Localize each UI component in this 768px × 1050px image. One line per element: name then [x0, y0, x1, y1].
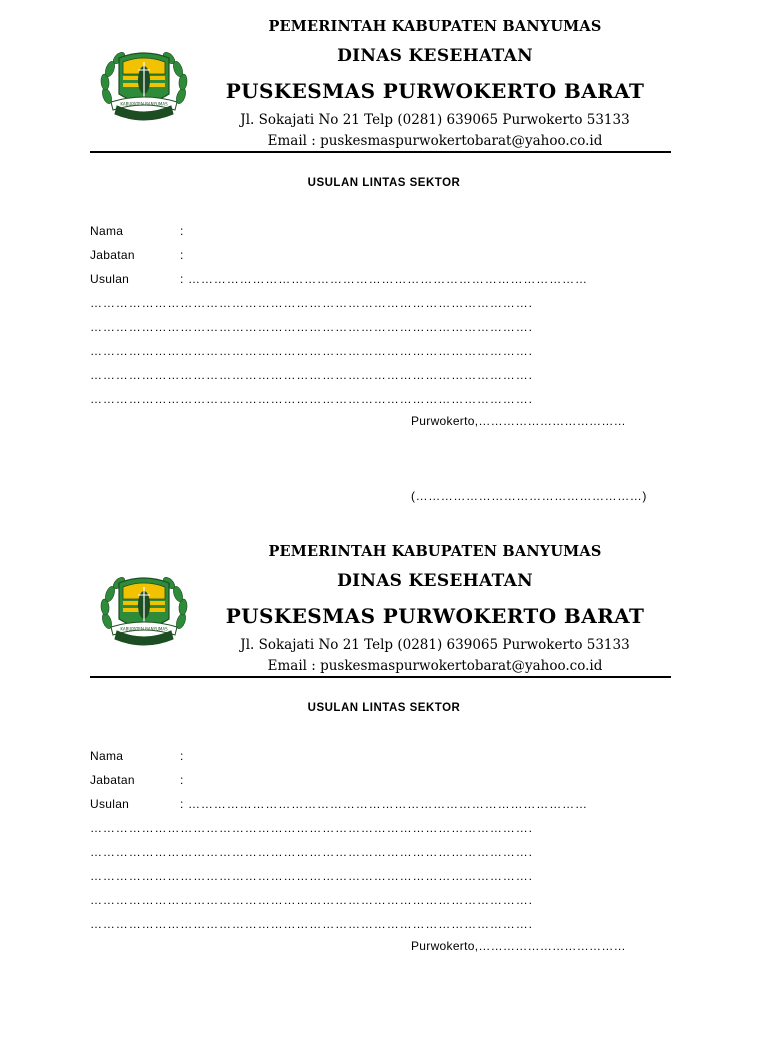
institution-name: PUSKESMAS PURWOKERTO BARAT — [225, 79, 645, 103]
proposal-line[interactable]: …………………………………………………………………………………………. — [90, 368, 533, 382]
svg-text:KABUPATEN BANYUMAS: KABUPATEN BANYUMAS — [120, 626, 168, 632]
place-date-line[interactable]: Purwokerto,……………………………… — [411, 939, 626, 953]
department-name: DINAS KESEHATAN — [337, 46, 533, 66]
institution-address: Jl. Sokajati No 21 Telp (0281) 639065 Purwokerto 53133 — [240, 112, 630, 128]
position-colon: : — [180, 773, 184, 787]
institution-address: Jl. Sokajati No 21 Telp (0281) 639065 Purwokerto 53133 — [240, 637, 630, 653]
name-colon: : — [180, 224, 184, 238]
proposal-form-2 — [0, 525, 768, 1050]
position-label: Jabatan — [90, 773, 135, 787]
position-colon: : — [180, 248, 184, 262]
proposal-line[interactable]: …………………………………………………………………………………………. — [90, 392, 533, 406]
position-label: Jabatan — [90, 248, 135, 262]
name-colon: : — [180, 749, 184, 763]
letterhead-divider — [90, 151, 671, 153]
proposal-line[interactable]: …………………………………………………………………………………………. — [90, 869, 533, 883]
institution-name: PUSKESMAS PURWOKERTO BARAT — [225, 604, 645, 628]
proposal-label: Usulan — [90, 797, 130, 811]
proposal-line[interactable]: …………………………………………………………………………………………. — [90, 821, 533, 835]
proposal-colon: : — [180, 797, 184, 811]
place-date-line[interactable]: Purwokerto,……………………………… — [411, 414, 626, 428]
form-title: USULAN LINTAS SEKTOR — [307, 177, 461, 189]
department-name: DINAS KESEHATAN — [337, 571, 533, 591]
svg-text:KABUPATEN BANYUMAS: KABUPATEN BANYUMAS — [120, 101, 168, 107]
proposal-line[interactable]: …………………………………………………………………………………………. — [90, 320, 533, 334]
government-name: PEMERINTAH KABUPATEN BANYUMAS — [268, 543, 602, 560]
proposal-dotted-line: ………………………………………………………………………………… — [188, 272, 588, 286]
proposal-line[interactable]: …………………………………………………………………………………………. — [90, 845, 533, 859]
form-title: USULAN LINTAS SEKTOR — [307, 702, 461, 714]
proposal-line[interactable]: …………………………………………………………………………………………. — [90, 344, 533, 358]
banyumas-emblem-logo — [97, 569, 191, 653]
proposal-label: Usulan — [90, 272, 130, 286]
proposal-line[interactable]: …………………………………………………………………………………………. — [90, 296, 533, 310]
proposal-line[interactable]: …………………………………………………………………………………………. — [90, 893, 533, 907]
banyumas-emblem-logo — [97, 44, 191, 128]
name-label: Nama — [90, 749, 124, 763]
signature-line[interactable]: (………………………………………………) — [411, 489, 647, 503]
institution-email: Email : puskesmaspurwokertobarat@yahoo.co.id — [267, 658, 603, 674]
letterhead-divider — [90, 676, 671, 678]
government-name: PEMERINTAH KABUPATEN BANYUMAS — [268, 18, 602, 35]
name-label: Nama — [90, 224, 124, 238]
institution-email: Email : puskesmaspurwokertobarat@yahoo.co.id — [267, 133, 603, 149]
proposal-dotted-line: ………………………………………………………………………………… — [188, 797, 588, 811]
proposal-line[interactable]: …………………………………………………………………………………………. — [90, 917, 533, 931]
proposal-colon: : — [180, 272, 184, 286]
